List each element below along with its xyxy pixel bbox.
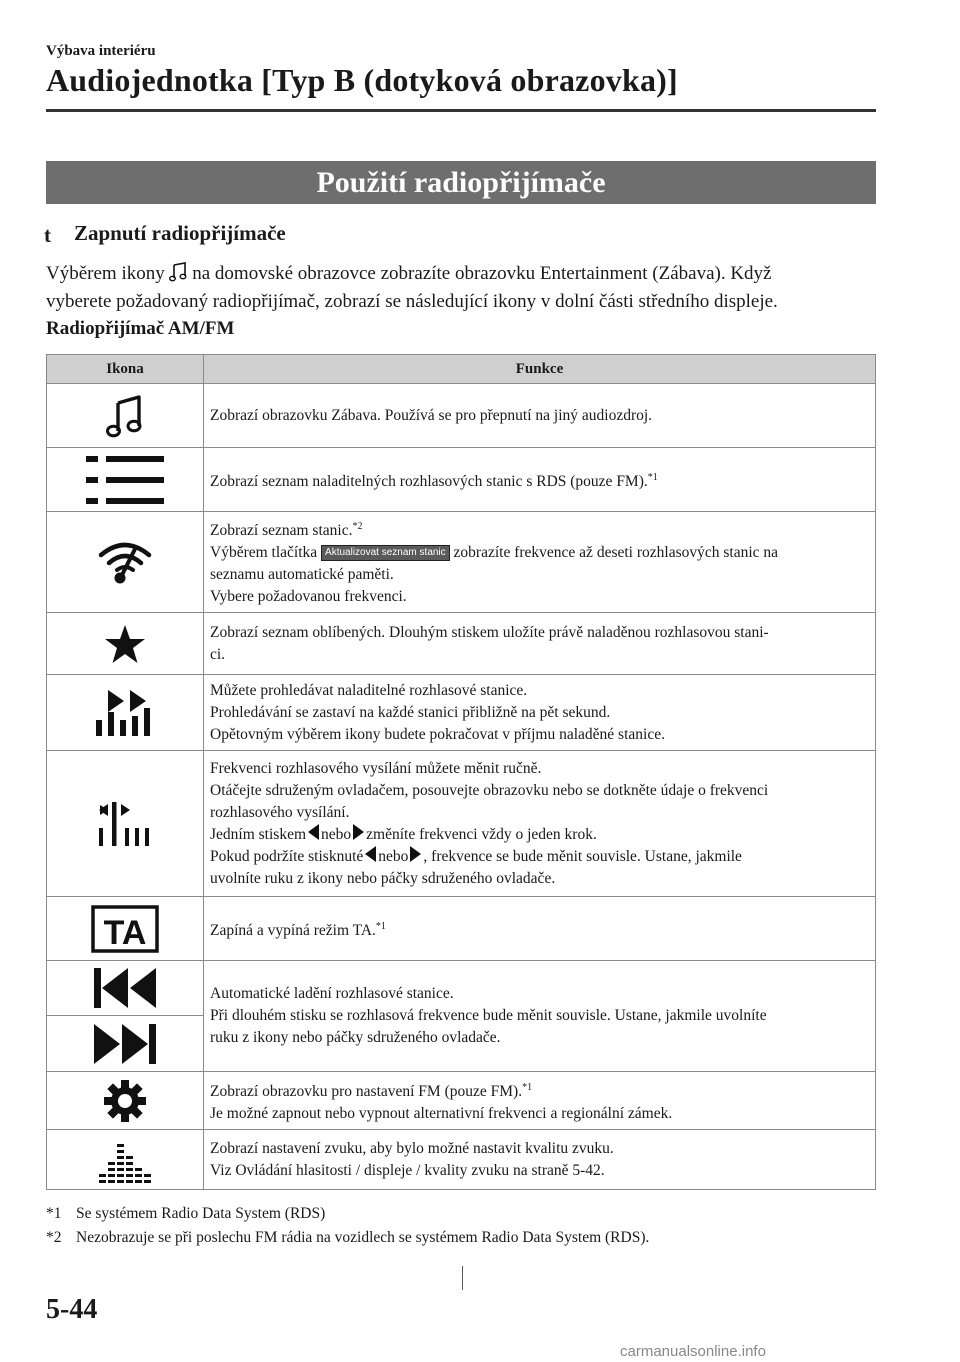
sound-settings-icon <box>47 1130 204 1190</box>
function-line: Prohledávání se zastaví na každé stanici přibližně na pět sekund. <box>210 703 611 721</box>
seek-icons <box>47 961 204 1072</box>
function-line: Vybere požadovanou frekvenci. <box>210 588 407 605</box>
function-text <box>204 448 876 512</box>
footnote-ref: *1 <box>522 1081 533 1093</box>
footnote-mark: *2 <box>46 1229 62 1246</box>
section-label: Výbava interiéru <box>46 43 156 59</box>
footnote-2 <box>46 1229 649 1247</box>
function-line: Je možné zapnout nebo vypnout alternativní frekvenci a regionální zámek. <box>210 1104 673 1122</box>
function-line: Zapíná a vypíná režim TA. <box>210 921 376 939</box>
function-text <box>204 751 876 897</box>
ta-icon-text: TA <box>103 913 147 952</box>
intro-line-1 <box>46 262 771 285</box>
function-line: Opětovným výběrem ikony budete pokračovat v příjmu naladěné stanice. <box>210 725 665 743</box>
function-line: Výběrem tlačítka Aktualizovat seznam stanic zobrazíte frekvence až deseti rozhlasových stanic na <box>210 544 779 561</box>
arrow-left-icon <box>308 824 319 840</box>
footnote-text: Se systémem Radio Data System (RDS) <box>76 1205 326 1222</box>
watermark: carmanualsonline.info <box>620 1343 766 1360</box>
function-text <box>204 961 876 1072</box>
table-row <box>47 675 876 751</box>
footnote-ref: *1 <box>375 920 386 932</box>
footnote-mark: *1 <box>46 1205 62 1222</box>
table-row <box>47 1072 876 1130</box>
function-line: Zobrazí seznam oblíbených. Dlouhým stiskem uložíte právě naladěnou rozhlasovou stani- <box>210 623 769 641</box>
function-line: ci. <box>210 645 226 663</box>
function-text <box>204 1072 876 1130</box>
gear-icon <box>47 1072 204 1130</box>
list-icon <box>47 448 204 512</box>
subsection-bullet: t <box>44 223 51 247</box>
function-text <box>204 1130 876 1190</box>
function-line: Frekvenci rozhlasového vysílání můžete měnit ručně. <box>210 759 542 777</box>
intro-text-b: na domovské obrazovce zobrazíte obrazovku Entertainment (Zábava). Když <box>192 263 772 284</box>
function-line: Otáčejte sdruženým ovladačem, posouvejte obrazovku nebo se dotkněte údaje o frekvenci <box>210 781 769 799</box>
table-row <box>47 897 876 961</box>
page-title: Audiojednotka [Typ B (dotyková obrazovka)] <box>46 62 678 98</box>
function-text <box>204 613 876 675</box>
star-icon <box>47 613 204 675</box>
table-row <box>47 613 876 675</box>
function-text <box>204 897 876 961</box>
table-row <box>47 1130 876 1190</box>
intro-line-2: vyberete požadovaný radiopřijímač, zobrazí se následující ikony v dolní části středního displeje. <box>46 291 778 312</box>
intro-text-a: Výběrem ikony <box>46 263 165 284</box>
music-note-icon <box>47 384 204 448</box>
scan-icon <box>47 675 204 751</box>
function-line: Zobrazí nastavení zvuku, aby bylo možné nastavit kvalitu zvuku. <box>210 1139 614 1157</box>
table-row <box>47 384 876 448</box>
function-line: ruku z ikony nebo páčky sdruženého ovladače. <box>210 1029 501 1046</box>
arrow-right-icon <box>353 824 364 840</box>
function-line: Zobrazí obrazovku Zábava. Používá se pro přepnutí na jiný audiozdroj. <box>210 406 653 424</box>
section-banner: Použití radiopřijímače <box>46 161 876 204</box>
arrow-right-icon <box>410 846 421 862</box>
amfm-heading: Radiopřijímač AM/FM <box>46 318 235 339</box>
table-row <box>47 448 876 512</box>
col-function-header: Funkce <box>204 355 876 384</box>
function-line: rozhlasového vysílání. <box>210 803 350 821</box>
page-number: 5-44 <box>46 1294 98 1325</box>
seek-forward-icon <box>47 1016 203 1071</box>
table-header-row <box>47 355 876 384</box>
footnote-text: Nezobrazuje se při poslechu FM rádia na vozidlech se systémem Radio Data System (RDS). <box>76 1229 650 1246</box>
table-row <box>47 961 876 1072</box>
arrow-left-icon <box>365 846 376 862</box>
table-row <box>47 751 876 897</box>
footnote-ref: *2 <box>352 521 363 532</box>
seek-back-icon <box>47 961 203 1016</box>
function-text <box>204 384 876 448</box>
function-line: Automatické ladění rozhlasové stanice. <box>210 985 454 1002</box>
function-line: uvolníte ruku z ikony nebo páčky sdruženého ovladače. <box>210 869 556 887</box>
antenna-icon <box>47 512 204 613</box>
col-icon-header: Ikona <box>47 355 204 384</box>
function-table <box>46 354 876 1190</box>
ta-icon <box>47 897 204 961</box>
title-rule <box>46 109 876 112</box>
function-text <box>204 675 876 751</box>
function-line: Zobrazí seznam stanic.$^{*2}$ <box>210 521 363 539</box>
subsection-title: Zapnutí radiopřijímače <box>74 221 286 245</box>
function-line: seznamu automatické paměti. <box>210 566 394 583</box>
function-line: Zobrazí obrazovku pro nastavení FM (pouze FM).$^{*1}$ <box>210 1081 533 1100</box>
footnote-ref: *1 <box>647 471 658 483</box>
function-line: Můžete prohledávat naladitelné rozhlasové stanice. <box>210 681 528 699</box>
center-tick-mark <box>462 1266 463 1290</box>
manual-tune-icon <box>47 751 204 897</box>
function-line: Viz Ovládání hlasitosti / displeje / kvality zvuku na straně 5-42. <box>210 1161 605 1179</box>
table-row <box>47 512 876 613</box>
function-text <box>204 512 876 613</box>
function-line: Pokud podržíte stisknuté nebo , frekvence se bude měnit souvisle. Ustane, jakmile <box>210 847 742 865</box>
music-note-inline-icon <box>169 262 187 282</box>
function-line: Při dlouhém stisku se rozhlasová frekvence bude měnit souvisle. Ustane, jakmile uvolníte <box>210 1007 767 1024</box>
update-station-list-button[interactable]: Aktualizovat seznam stanic <box>321 545 450 561</box>
function-line: Zobrazí seznam naladitelných rozhlasových stanic s RDS (pouze FM). <box>210 472 648 490</box>
footnote-1 <box>46 1205 325 1223</box>
function-line: Jedním stiskem nebo změníte frekvenci vždy o jeden krok. <box>210 825 597 843</box>
